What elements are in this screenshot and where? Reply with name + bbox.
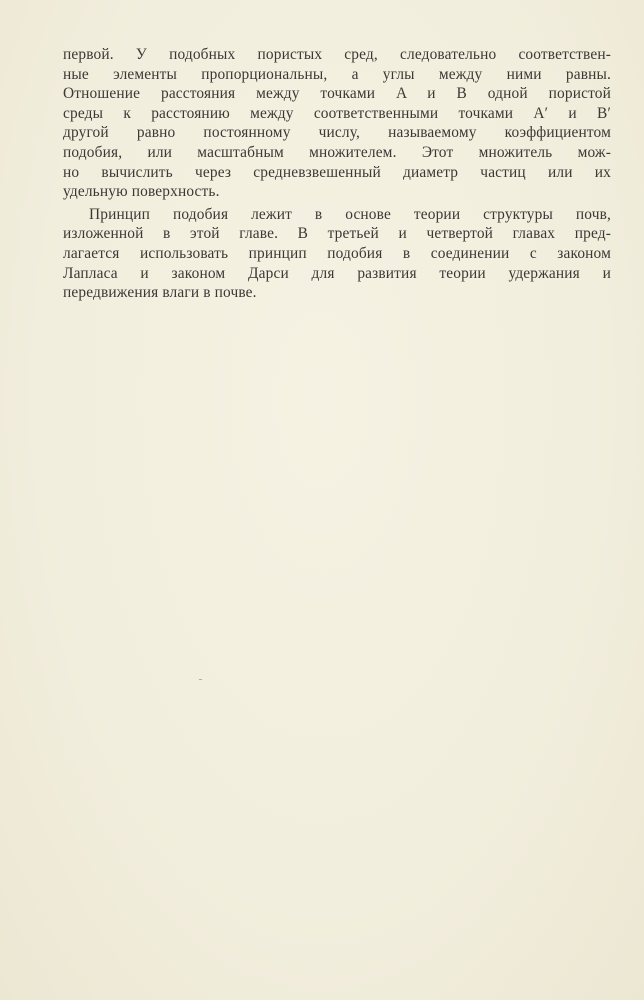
- text-line: первой. У подобных пористых сред, следовательно соответствен-: [63, 46, 611, 63]
- text-line: подобия, или масштабным множителем. Этот множитель мож-: [63, 143, 611, 161]
- text-line: среды к расстоянию между соответственными точками A′ и B′: [63, 104, 611, 122]
- page-text: [63, 45, 611, 303]
- paragraph-1: [63, 45, 611, 202]
- text-line: но вычислить через средневзвешенный диаметр частиц или их: [63, 163, 611, 181]
- text-line: другой равно постоянному числу, называемому коэффициентом: [63, 124, 611, 142]
- text-line: Принцип подобия лежит в основе теории структуры почв,: [89, 205, 611, 223]
- paper-speck: [199, 679, 202, 680]
- text-line: лагается использовать принцип подобия в соединении с законом: [63, 244, 611, 262]
- text-line: передвижения влаги в почве.: [63, 284, 257, 302]
- text-line: удельную поверхность.: [63, 183, 220, 201]
- text-line: ные элементы пропорциональны, а углы между ними равны.: [63, 65, 611, 83]
- text-line: Отношение расстояния между точками A и B одной пористой: [63, 85, 611, 103]
- text-line: изложенной в этой главе. В третьей и четвертой главах пред-: [63, 225, 611, 243]
- paragraph-2: [63, 205, 611, 303]
- text-line: Лапласа и законом Дарси для развития теории удержания и: [63, 264, 611, 282]
